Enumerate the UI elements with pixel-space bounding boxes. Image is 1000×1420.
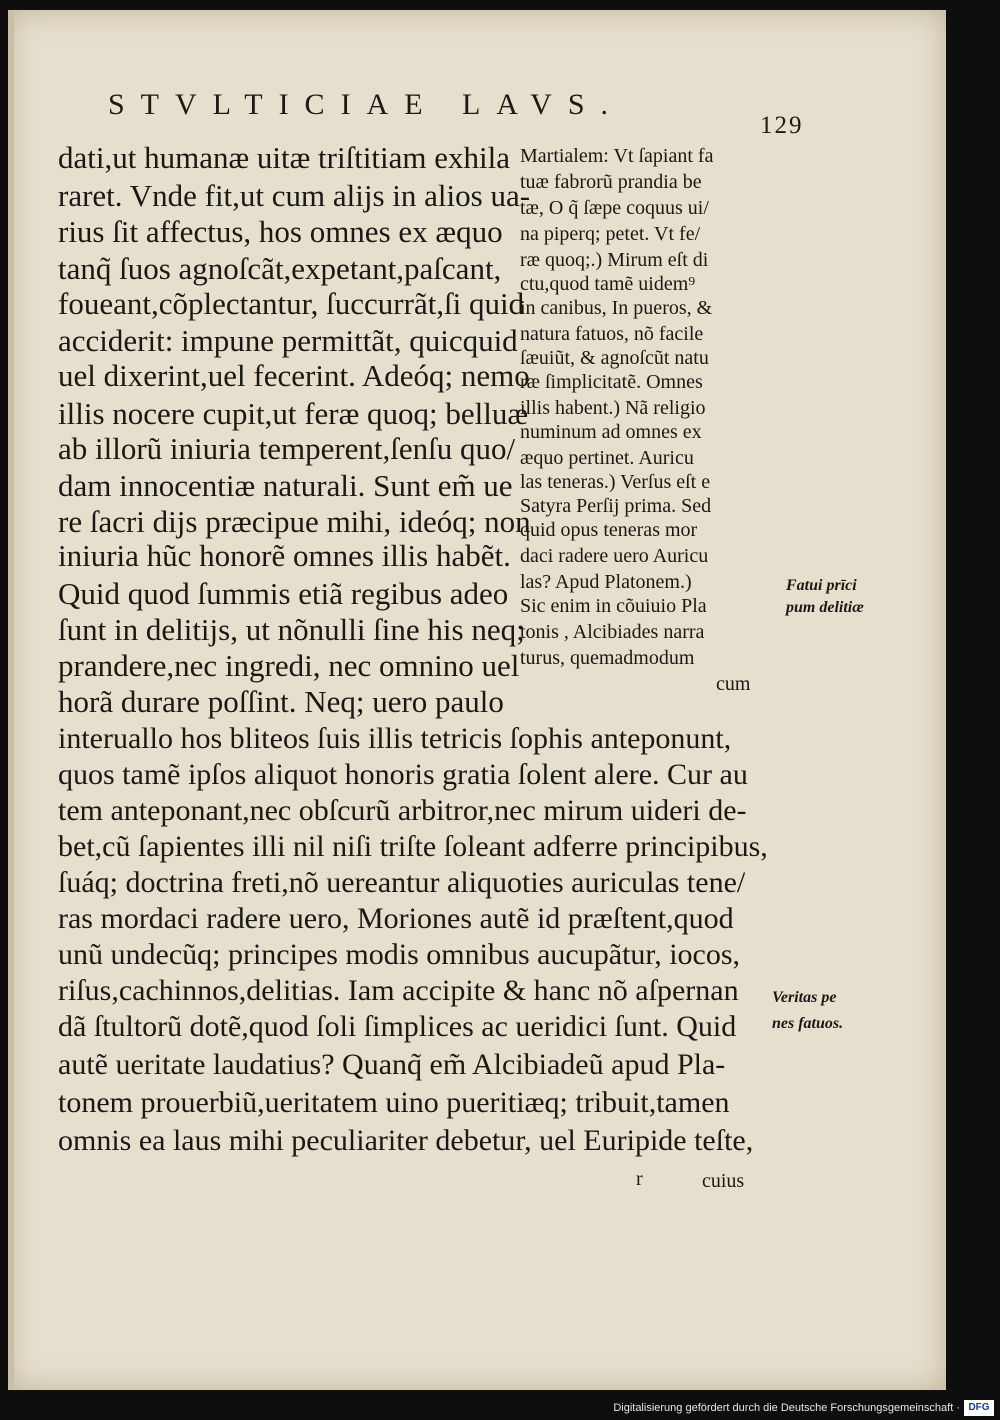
gloss-line: Martialem: Vt ſapiant fa bbox=[520, 145, 714, 167]
gloss-line: ræ quoq;.) Mirum eſt di bbox=[520, 249, 709, 271]
main-text-line: Quid quod ſummis etiã regibus adeo bbox=[58, 576, 509, 611]
main-text-line: iniuria hũc honorẽ omnes illis habẽt. bbox=[58, 538, 511, 573]
main-text-line: uel dixerint,uel fecerint. Adeóq; nemo bbox=[58, 358, 530, 393]
main-text-line: riſus,cachinnos,delitias. Iam accipite & hanc nõ aſpernan bbox=[58, 974, 739, 1007]
main-text-line: dati,ut humanæ uitæ triſtitiam exhila bbox=[58, 140, 511, 175]
main-text-line: prandere,nec ingredi, nec omnino uel bbox=[58, 648, 520, 683]
main-text-line: dam innocentiæ naturali. Sunt em̃ ue bbox=[58, 468, 513, 503]
gloss-line: las? Apud Platonem.) bbox=[520, 571, 692, 593]
gloss-line: in canibus, In pueros, & bbox=[520, 297, 713, 319]
gloss-line: turus, quemadmodum bbox=[520, 647, 695, 669]
main-text-line: re ſacri dijs præcipue mihi, ideóq; non bbox=[58, 504, 531, 539]
dfg-logo: DFG bbox=[964, 1400, 994, 1416]
gloss-line: tæ, O q̃ ſæpe coquus ui/ bbox=[520, 197, 709, 219]
signature-mark: r bbox=[636, 1168, 643, 1190]
gloss-line: cum bbox=[716, 673, 751, 695]
main-text-line: autẽ ueritate laudatius? Quanq̃ em̃ Alcibiadeũ apud Pla- bbox=[58, 1048, 726, 1081]
main-text-line: bet,cũ ſapientes illi nil niſi triſte ſoleant adferre principibus, bbox=[58, 830, 768, 863]
gloss-line: illis habent.) Nã religio bbox=[520, 397, 706, 419]
main-text-line: tem anteponant,nec obſcurũ arbitror,nec mirum uideri de- bbox=[58, 794, 747, 827]
catchword: cuius bbox=[702, 1170, 745, 1192]
side-note: Fatui prīci bbox=[786, 577, 857, 594]
side-note: pum delitiæ bbox=[786, 599, 864, 616]
page-edge bbox=[8, 10, 14, 1390]
main-text-line: dã ſtultorũ dotẽ,quod ſoli ſimplices ac ueridici ſunt. Quid bbox=[58, 1010, 737, 1043]
main-text-line: omnis ea laus mihi peculiariter debetur, uel Euripide teſte, bbox=[58, 1124, 754, 1157]
main-text-line: foueant,cõplectantur, ſuccurrãt,ſi quid bbox=[58, 286, 525, 321]
main-text-line: rius ſit affectus, hos omnes ex æquo bbox=[58, 214, 503, 249]
gloss-line: na piperq; petet. Vt fe/ bbox=[520, 223, 701, 245]
gloss-line: daci radere uero Auricu bbox=[520, 545, 709, 567]
gloss-line: ræ ſimplicitatẽ. Omnes bbox=[520, 371, 703, 393]
main-text-line: ab illorũ iniuria temperent,ſenſu quo/ bbox=[58, 431, 516, 466]
main-text-line: acciderit: impune permittãt, quicquid bbox=[58, 323, 518, 358]
main-text-line: quos tamẽ ipſos aliquot honoris gratia ſolent alere. Cur au bbox=[58, 758, 748, 791]
main-text-line: interuallo hos bliteos ſuis illis tetricis ſophis anteponunt, bbox=[58, 722, 732, 755]
side-note: nes fatuos. bbox=[772, 1015, 844, 1032]
main-text-line: tonem prouerbiũ,ueritatem uino pueritiæq; tribuit,tamen bbox=[58, 1086, 730, 1119]
main-text-line: ſuáq; doctrina freti,nõ uereantur aliquoties auriculas tene/ bbox=[58, 866, 746, 899]
gloss-line: tonis , Alcibiades narra bbox=[520, 621, 705, 643]
digitization-credit: Digitalisierung gefördert durch die Deutsche Forschungsgemeinschaft · bbox=[613, 1402, 960, 1414]
main-text-line: horã durare poſſint. Neq; uero paulo bbox=[58, 684, 504, 719]
gloss-line: ſæuiũt, & agnoſcũt natu bbox=[520, 347, 709, 369]
main-text-line: unũ undecũq; principes modis omnibus aucupãtur, iocos, bbox=[58, 938, 741, 971]
gloss-line: ctu,quod tamẽ uidem⁹ bbox=[520, 273, 696, 295]
main-text-line: ſunt in delitijs, ut nõnulli ſine his neq; bbox=[58, 612, 525, 647]
gloss-line: quid opus teneras mor bbox=[520, 519, 698, 541]
main-text-line: tanq̃ ſuos agnoſcãt,expetant,paſcant, bbox=[58, 251, 502, 286]
gloss-line: tuæ fabrorũ prandia be bbox=[520, 171, 702, 193]
main-text-line: ras mordaci radere uero, Moriones autẽ id præſtent,quod bbox=[58, 902, 734, 935]
gloss-line: numinum ad omnes ex bbox=[520, 421, 702, 443]
running-title: STVLTICIAE LAVS. bbox=[108, 88, 625, 121]
gloss-line: las teneras.) Verſus eſt e bbox=[520, 471, 711, 493]
folio-number: 129 bbox=[760, 112, 804, 139]
main-text-line: illis nocere cupit,ut feræ quoq; belluæ bbox=[58, 396, 529, 431]
main-text-line: raret. Vnde fit,ut cum alijs in alios ua- bbox=[58, 178, 531, 213]
side-note: Veritas pe bbox=[772, 989, 837, 1006]
gloss-line: Sic enim in cõuiuio Pla bbox=[520, 595, 707, 617]
gloss-line: natura fatuos, nõ facile bbox=[520, 323, 704, 345]
gloss-line: æquo pertinet. Auricu bbox=[520, 447, 694, 469]
gloss-line: Satyra Perſij prima. Sed bbox=[520, 495, 712, 517]
